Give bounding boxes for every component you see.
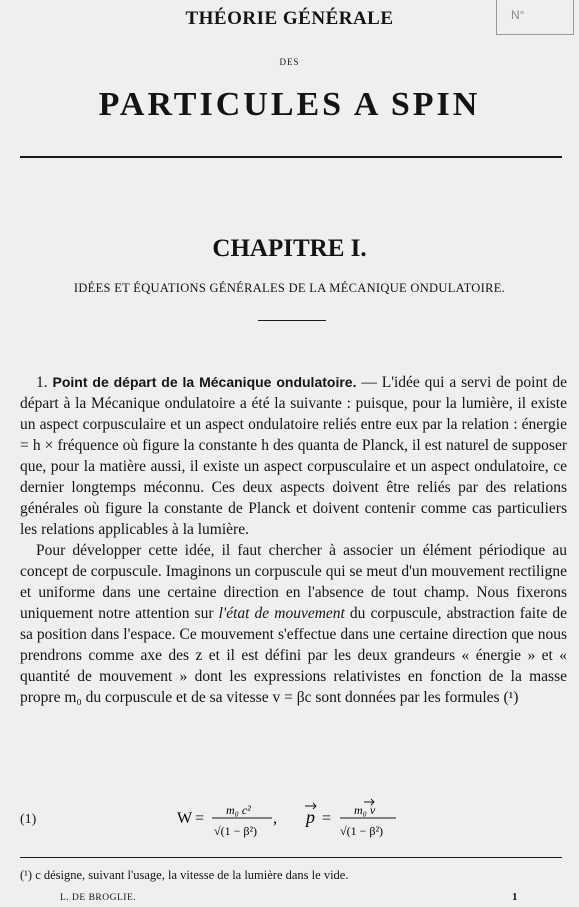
title-rule	[20, 156, 562, 158]
eq-equals-2: =	[322, 810, 332, 827]
eq-w: W	[177, 810, 193, 827]
body-text	[20, 372, 567, 708]
title-line-2: DES	[279, 57, 300, 67]
section-number: 1.	[36, 374, 48, 391]
paragraph-2-text-b: du corpuscule, abstraction faite de sa position dans l'espace. Ce mouvement s'effectue dans une certaine direction que nous prendrons comme axe des z et il est défini par les deux grandeurs « énergie » et « quantité de mouvement » dont les expressions relativistes en fonction de la masse propre m₀ du corpuscule et de sa vitesse v = βc sont données par les formules (¹)	[20, 605, 567, 706]
chapter-heading: CHAPITRE I.	[212, 235, 367, 262]
paragraph-2	[20, 540, 567, 708]
paragraph-1	[20, 372, 567, 540]
eq-comma: ,	[273, 810, 277, 827]
paragraph-2-emphasis: l'état de mouvement	[218, 605, 345, 622]
chapter-subtitle: IDÉES ET ÉQUATIONS GÉNÉRALES DE LA MÉCANIQUE ONDULATOIRE.	[73, 281, 506, 295]
equation-block	[0, 795, 579, 840]
eq-num-1: m₀ c²	[226, 803, 251, 817]
paragraph-1-text: — L'idée qui a servi de point de départ à la Mécanique ondulatoire a été la suivante : puisque, pour la lumière, il existe un aspect corpusculaire et un aspect ondulatoire reliés entre eux par la relation : énergie = h × fréquence où figure la constante h des quanta de Planck, il est naturel de supposer que, pour la matière aussi, il existe un aspect corpusculaire et un aspect ondulatoire, ce dernier longtemps méconnu. Ces deux aspects doivent être reliés par des relations générales où figure la constante de Planck et doivent contenir comme cas particuliers les relations applicables à la lumière.	[20, 374, 568, 538]
equation-formula	[0, 795, 579, 840]
footer-author: L. DE BROGLIE.	[60, 893, 137, 903]
footnote-rule	[20, 857, 562, 858]
chapter-rule	[258, 320, 326, 321]
eq-num-2: m₀ v	[354, 803, 376, 817]
title-line-1: THÉORIE GÉNÉRALE	[185, 8, 394, 29]
eq-p: p	[306, 807, 315, 827]
equation-label: (1)	[20, 812, 37, 827]
title-main: PARTICULES A SPIN	[98, 86, 481, 123]
eq-den-2: √(1 − β²)	[340, 824, 384, 838]
paragraph-2-text-a: Pour développer cette idée, il faut chercher à associer un élément périodique au concept de corpuscule. Imaginons un corpuscule qui se meut d'un mouvement rectiligne et uniforme dans une certaine direction en l'absence de tout champ. Nous fixerons uniquement notre attention sur	[20, 542, 567, 622]
stamp-label: N°	[511, 8, 525, 22]
page-number: 1	[512, 891, 518, 903]
eq-equals-1: =	[195, 810, 205, 827]
eq-den-1: √(1 − β²)	[214, 824, 258, 838]
section-heading: Point de départ de la Mécanique ondulatoire.	[52, 374, 357, 390]
footnote: (¹) c désigne, suivant l'usage, la vitesse de la lumière dans le vide.	[20, 868, 349, 882]
